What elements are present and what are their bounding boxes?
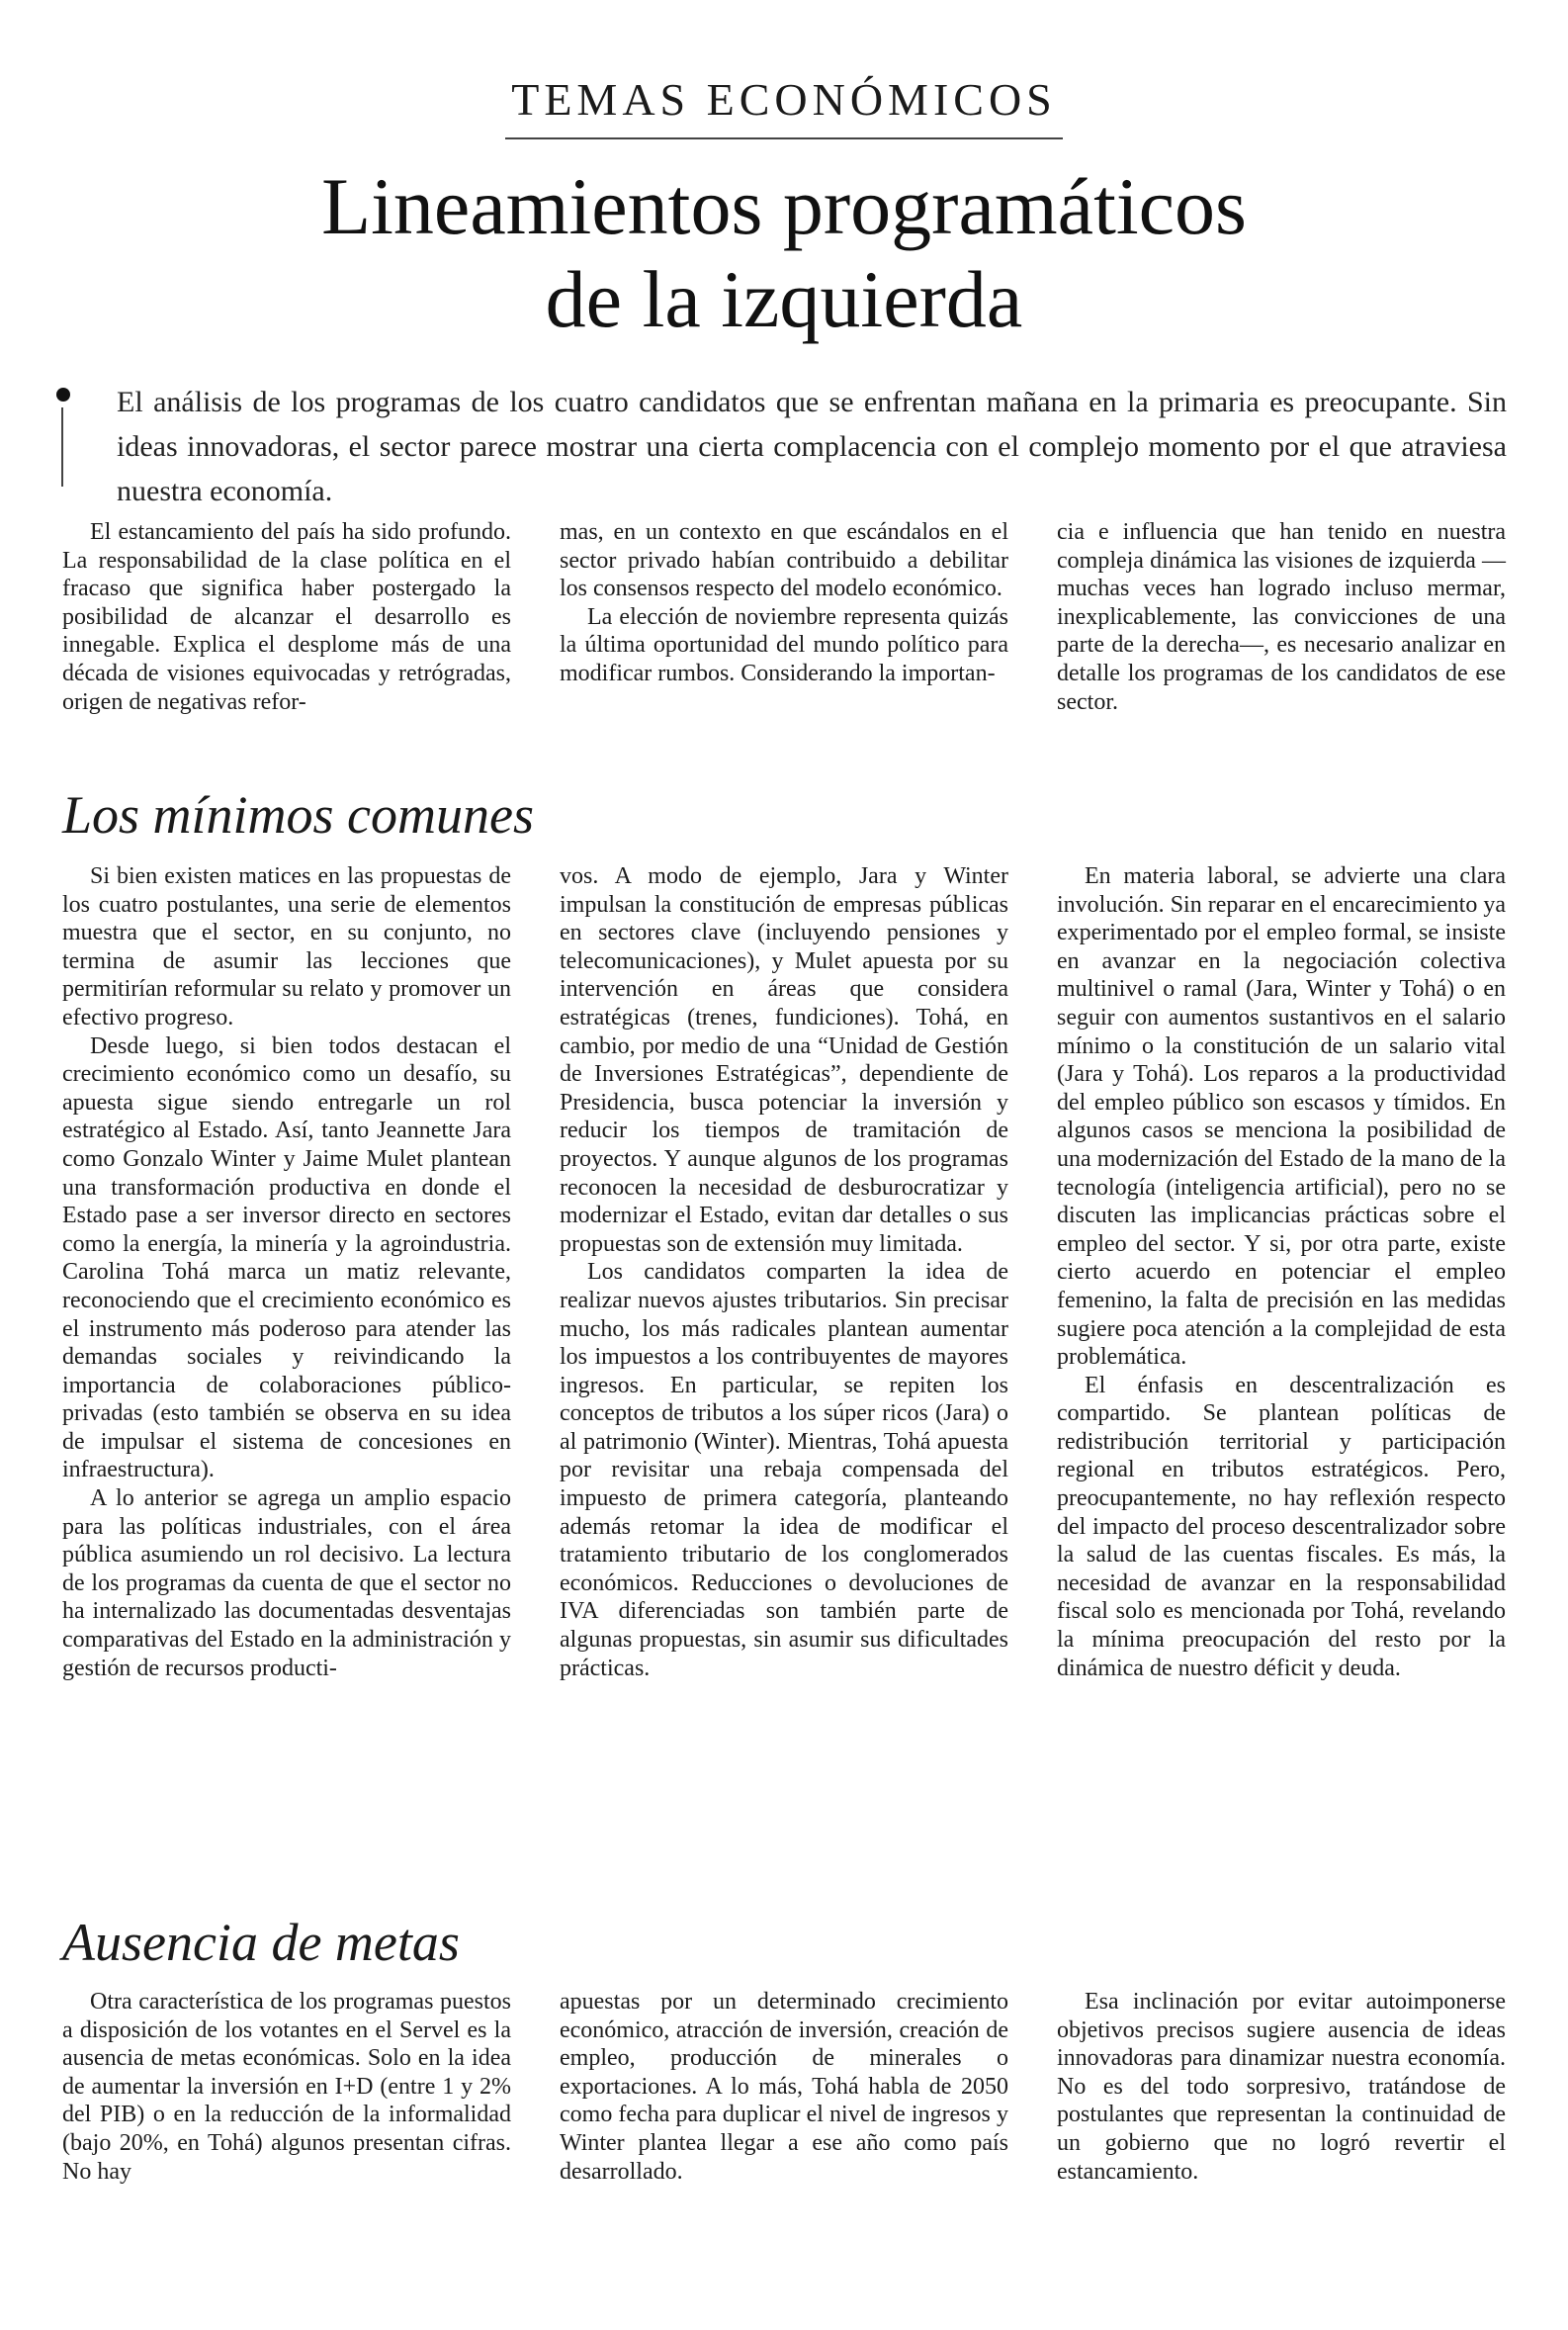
section1-col1-paragraph: Desde luego, si bien todos destacan el crecimiento económico como un desafío, su apuesta sigue siendo entregarle un rol estratégico al Estado. Así, tanto Jeannette Jara como Gonzalo Winter y Jaime Mulet plantean una transformación productiva en donde el Estado pase a ser inversor directo en sectores como la energía, la minería y la agroindustria. Carolina Tohá marca un matiz relevante, reconociendo que el crecimiento económico es el instrumento más poderoso para atender las demandas sociales y reivindicando la importancia de colaboraciones público-privadas (esto también se observa en su idea de impulsar el sistema de concesiones en infraestructura). — [62, 1032, 511, 1483]
section1-col3-paragraph: El énfasis en descentralización es compartido. Se plantean políticas de redistribución territorial y participación regional en tributos estratégicos. Pero, preocupantemente, no hay reflexión respecto del impacto del proceso descentralizador sobre la salud de las cuentas fiscales. Es más, la necesidad de avanzar en la responsabilidad fiscal solo es mencionada por Tohá, revelando la mínima preocupación del resto por la dinámica de nuestro déficit y deuda. — [1057, 1372, 1506, 1681]
section1-col2-paragraph: Los candidatos comparten la idea de realizar nuevos ajustes tributarios. Sin precisar mucho, los más radicales plantean aumentar los impuestos a los contribuyentes de mayores ingresos. En particular, se repiten los conceptos de tributos a los súper ricos (Jara) o al patrimonio (Winter). Mientras, Tohá apuesta por revisitar una rebaja compensada del impuesto de primera categoría, planteando además retomar la idea de modificar el tratamiento tributario de los conglomerados económicos. Reducciones o devoluciones de IVA diferenciadas son también parte de algunas propuestas, sin asumir sus dificultades prácticas. — [560, 1259, 1008, 1681]
headline-line-1: Lineamientos programáticos — [321, 161, 1247, 251]
section-kicker-wrap — [0, 73, 1568, 139]
section2-col3-paragraph: Esa inclinación por evitar autoimponerse objetivos precisos sugiere ausencia de ideas innovadoras para dinamizar nuestra economía. No es del todo sorpresivo, tratándose de postulantes que representan la continuidad de un gobierno que no logró revertir el estancamiento. — [1057, 1989, 1506, 2185]
section-title-minimos: Los mínimos comunes — [62, 785, 535, 845]
lead-marker — [61, 388, 65, 487]
section2-col1-paragraph: Otra característica de los programas puestos a disposición de los votantes en el Servel es la ausencia de metas económicas. Solo en la idea de aumentar la inversión en I+D (entre 1 y 2% del PIB) o en la reducción de la informalidad (bajo 20%, en Tohá) algunos presentan cifras. No hay — [62, 1989, 511, 2185]
section2-columns — [62, 1988, 1506, 2186]
section-kicker: TEMAS ECONÓMICOS — [505, 73, 1063, 139]
section1-column-3 — [1057, 862, 1506, 1682]
section2-column-2 — [560, 1988, 1008, 2186]
section2-column-3 — [1057, 1988, 1506, 2186]
section1-column-2 — [560, 862, 1008, 1682]
headline-line-2: de la izquierda — [545, 254, 1023, 344]
intro-column-3 — [1057, 518, 1506, 716]
intro-columns — [62, 518, 1506, 716]
section1-col3-paragraph: En materia laboral, se advierte una clara involución. Sin reparar en el encarecimiento ya experimentado por el empleo formal, se insiste en avanzar en la negociación colectiva multinivel o ramal (Jara, Winter y Tohá) o en seguir con aumentos sustantivos en el salario mínimo o la constitución de un salario vital (Jara y Tohá). Los reparos a la productividad del empleo público son escasos y tímidos. En algunos casos se menciona la posibilidad de una modernización del Estado de la mano de la tecnología (inteligencia artificial), pero no se discuten las implicancias prácticas sobre el empleo del sector. Y si, por otra parte, existe cierto acuerdo en potenciar el empleo femenino, la falta de precisión en las medidas sugiere poca atención a la complejidad de esta problemática. — [1057, 863, 1506, 1371]
section2-col2-paragraph: apuestas por un determinado crecimiento económico, atracción de inversión, creación de empleo, producción de minerales o exportaciones. A lo más, Tohá habla de 2050 como fecha para duplicar el nivel de ingresos y Winter plantea llegar a ese año como país desarrollado. — [560, 1989, 1008, 2185]
section1-col1-paragraph: Si bien existen matices en las propuestas de los cuatro postulantes, una serie de elementos muestra que el sector, en su conjunto, no termina de asumir las lecciones que permitirían reformular su relato y promover un efectivo progreso. — [62, 863, 511, 1031]
lead-marker-line — [61, 407, 63, 487]
intro-col2-paragraph: La elección de noviembre representa quizás la última oportunidad del mundo político para modificar rumbos. Considerando la importan- — [560, 603, 1008, 686]
intro-col2-paragraph: mas, en un contexto en que escándalos en el sector privado habían contribuido a debilitar los consensos respecto del modelo económico. — [560, 519, 1008, 602]
section2-column-1 — [62, 1988, 511, 2186]
headline — [0, 160, 1568, 346]
section1-col2-paragraph: vos. A modo de ejemplo, Jara y Winter impulsan la constitución de empresas públicas en sectores clave (incluyendo pensiones y telecomunicaciones), y Mulet apuesta por su intervención en áreas que considera estratégicas (trenes, fundiciones). Tohá, en cambio, por medio de una “Unidad de Gestión de Inversiones Estratégicas”, dependiente de Presidencia, busca potenciar la inversión y reducir los tiempos de tramitación de proyectos. Y aunque algunos de los programas reconocen la necesidad de desburocratizar y modernizar el Estado, evitan dar detalles o sus propuestas son de extensión muy limitada. — [560, 863, 1008, 1257]
intro-col1-paragraph: El estancamiento del país ha sido profundo. La responsabilidad de la clase política en el fracaso que significa haber postergado la posibilidad de alcanzar el desarrollo es innegable. Explica el desplome más de una década de visiones equivocadas y retrógradas, origen de negativas refor- — [62, 519, 511, 715]
intro-column-2 — [560, 518, 1008, 716]
section-title-metas: Ausencia de metas — [62, 1913, 460, 1972]
section1-column-1 — [62, 862, 511, 1682]
lead-marker-dot — [56, 388, 70, 402]
section1-col1-paragraph: A lo anterior se agrega un amplio espacio para las políticas industriales, con el área pública asumiendo un rol decisivo. La lectura de los programas da cuenta de que el sector no ha internalizado las documentadas desventajas comparativas del Estado en la administración y gestión de recursos producti- — [62, 1485, 511, 1681]
section1-columns — [62, 862, 1506, 1682]
lead-paragraph: El análisis de los programas de los cuatro candidatos que se enfrentan mañana en la primaria es preocupante. Sin ideas innovadoras, el sector parece mostrar una cierta complacencia con el complejo momento por el que atraviesa nuestra economía. — [117, 386, 1507, 507]
intro-col3-paragraph: cia e influencia que han tenido en nuestra compleja dinámica las visiones de izquierda —muchas veces han logrado incluso mermar, inexplicablemente, las convicciones de una parte de la derecha—, es necesario analizar en detalle los programas de los candidatos de ese sector. — [1057, 519, 1506, 715]
intro-column-1 — [62, 518, 511, 716]
